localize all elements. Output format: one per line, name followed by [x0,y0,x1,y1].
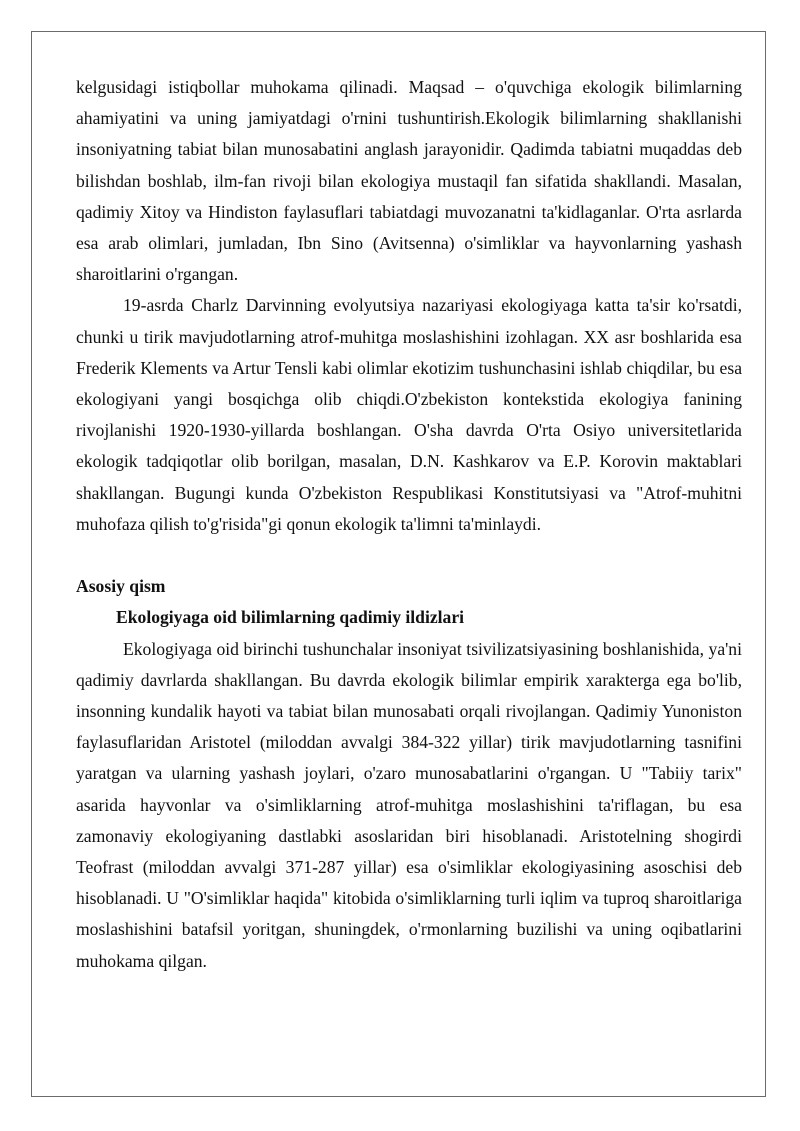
section-heading: Asosiy qism [76,576,166,597]
paragraph-ancient-roots: Ekologiyaga oid birinchi tushunchalar insoniyat tsivilizatsiyasining boshlanishida, ya'ni qadimiy davrlarda shakllangan. Bu davrda ekologik bilimlar empirik xarakterga ega bo'lib, insonning kundalik hayoti va tabiat bilan munosabati orqali rivojlangan. Qadimiy Yunoniston faylasuflaridan Aristotel (miloddan avvalgi 384-322 yillar) tirik mavjudotlarning tasnifini yaratgan va ularning yashash joylari, o'zaro munosabatlarini o'rgangan. U "Tabiiy tarix" asarida hayvonlar va o'simliklarning atrof-muhitga moslashishini ta'riflagan, bu esa zamonaviy ekologiyaning dastlabki asoslaridan biri hisoblanadi. Aristotelning shogirdi Teofrast (miloddan avvalgi 371-287 yillar) esa o'simliklar ekologiyasining asoschisi deb hisoblanadi. U "O'simliklar haqida" kitobida o'simliklarning turli iqlim va tuproq sharoitlariga moslashishini batafsil yoritgan, shuningdek, o'rmonlarning buzilishi va uning oqibatlarini muhokama qilgan. [76,638,742,971]
document-body [76,72,742,977]
paragraph-continued: kelgusidagi istiqbollar muhokama qilinadi. Maqsad – o'quvchiga ekologik bilimlarning ahamiyatini va uning jamiyatdagi o'rnini tushuntirish.Ekologik bilimlarning shakllanishi insoniyatning tabiat bilan munosabatini anglash jarayonidir. Qadimda tabiatni muqaddas deb bilishdan boshlab, ilm-fan rivoji bilan ekologiya mustaqil fan sifatida shakllandi. Masalan, qadimiy Xitoy va Hindiston faylasuflari tabiatdagi muvozanatni ta'kidlaganlar. O'rta asrlarda esa arab olimlari, jumladan, Ibn Sino (Avitsenna) o'simliklar va hayvonlarning yashash sharoitlarini o'rgangan. [76,77,742,285]
paragraph-darwin: 19-asrda Charlz Darvinning evolyutsiya nazariyasi ekologiyaga katta ta'sir ko'rsatdi, chunki u tirik mavjudotlarning atrof-muhitga moslashishini izohlagan. XX asr boshlarida esa Frederik Klements va Artur Tensli kabi olimlar ekotizim tushunchasini ishlab chiqdilar, bu esa ekologiyani yangi bosqichga olib chiqdi.O'zbekiston kontekstida ekologiya fanining rivojlanishi 1920-1930-yillarda boshlangan. O'sha davrda O'rta Osiyo universitetlarida ekologik tadqiqotlar olib borilgan, masalan, D.N. Kashkarov va E.P. Korovin maktablari shakllangan. Bugungi kunda O'zbekiston Respublikasi Konstitutsiyasi va "Atrof-muhitni muhofaza qilish to'g'risida"gi qonun ekologik ta'limni ta'minlaydi. [76,295,742,534]
spacer [76,540,742,571]
subsection-heading: Ekologiyaga oid bilimlarning qadimiy ildizlari [116,607,465,628]
